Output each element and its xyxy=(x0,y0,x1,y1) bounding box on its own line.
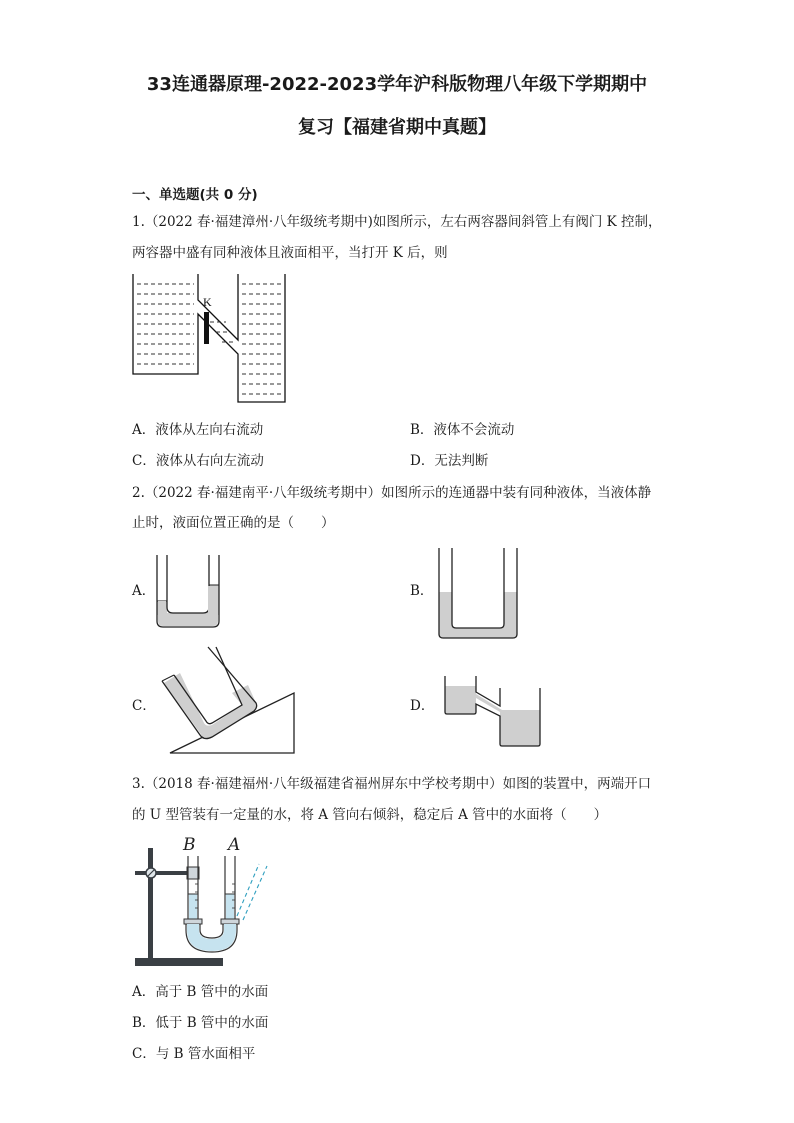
question-2-figure-b xyxy=(437,548,519,640)
valve-k-label: K xyxy=(203,295,212,309)
question-3-figure xyxy=(133,834,273,972)
document-title-line-1: 33连通器原理-2022-2023学年沪科版物理八年级下学期期中 xyxy=(146,74,648,95)
section-heading: 一、单选题(共 0 分) xyxy=(132,187,258,203)
question-3-option-b[interactable]: B．低于 B 管中的水面 xyxy=(132,1015,269,1031)
question-2-figure-c xyxy=(160,645,300,757)
question-1-option-b[interactable]: B．液体不会流动 xyxy=(410,422,515,438)
question-2-figure-d xyxy=(442,676,544,748)
question-1-text-line-2: 两容器中盛有同种液体且液面相平，当打开 K 后，则 xyxy=(132,245,448,261)
question-3-option-c[interactable]: C．与 B 管水面相平 xyxy=(132,1046,256,1062)
question-1-option-c[interactable]: C．液体从右向左流动 xyxy=(132,453,264,469)
question-2-option-b[interactable]: B． xyxy=(410,583,434,599)
tube-a-label: A xyxy=(228,835,241,855)
document-title-line-2: 复习【福建省期中真题】 xyxy=(298,117,496,138)
question-1-figure xyxy=(130,272,290,412)
question-2-option-d[interactable]: D． xyxy=(410,698,435,714)
question-2-text-line-2: 止时，液面位置正确的是（ ） xyxy=(132,515,335,531)
question-3-option-a[interactable]: A．高于 B 管中的水面 xyxy=(132,984,269,1000)
question-1-option-d[interactable]: D．无法判断 xyxy=(410,453,489,469)
question-1-text-line-1: 1.（2022 春·福建漳州·八年级统考期中)如图所示，左右两容器间斜管上有阀门 K 控制， xyxy=(132,214,662,230)
question-2-text-line-1: 2.（2022 春·福建南平·八年级统考期中）如图所示的连通器中装有同种液体，当液体静 xyxy=(132,485,652,501)
tube-b-label: B xyxy=(183,835,196,855)
question-2-figure-a xyxy=(155,555,221,631)
question-2-option-c[interactable]: C． xyxy=(132,698,156,714)
question-2-option-a[interactable]: A． xyxy=(132,583,156,599)
question-1-option-a[interactable]: A．液体从左向右流动 xyxy=(132,422,264,438)
question-3-text-line-1: 3.（2018 春·福建福州·八年级福建省福州屏东中学校考期中）如图的装置中，两端开口 xyxy=(132,776,652,792)
question-3-text-line-2: 的 U 型管装有一定量的水，将 A 管向右倾斜，稳定后 A 管中的水面将（ ） xyxy=(132,807,608,823)
